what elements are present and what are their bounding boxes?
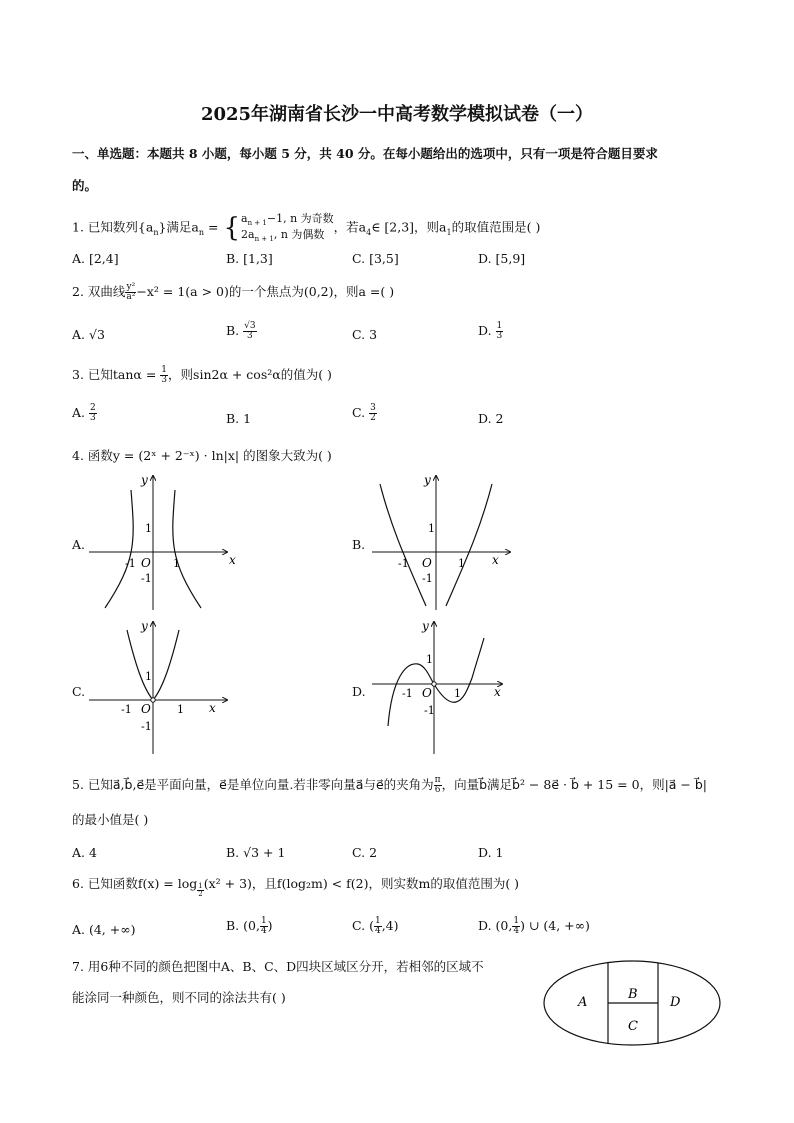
svg-text:O: O [422, 556, 432, 570]
svg-text:-1: -1 [424, 704, 435, 717]
svg-text:-1: -1 [398, 557, 409, 570]
q1-option-d: D. [5,9] [478, 251, 526, 266]
svg-text:x: x [492, 553, 499, 567]
q3-option-c: C. $\frac{3}{2}$ [352, 403, 376, 423]
q3-option-a: A. $\frac{2}{3}$ [72, 403, 96, 423]
svg-text:y: y [422, 619, 429, 633]
question-3-stem: 3. 已知tanα = $\frac{1}{3}$ ，则sin2α + cos²α的值为( ) [72, 365, 332, 385]
curve-left [105, 490, 133, 608]
svg-text:1: 1 [454, 687, 461, 700]
svg-text:-1: -1 [141, 572, 152, 585]
q5-option-b: B. √3 + 1 [226, 845, 286, 860]
q6-option-a: A. (4, +∞) [72, 922, 136, 937]
svg-text:-1: -1 [422, 572, 433, 585]
q3-option-d: D. 2 [478, 411, 504, 426]
svg-text:1: 1 [173, 557, 180, 570]
question-2-stem: 2. 双曲线 $\frac{\text{y²}}{\text{a²}}$ −x² = 1(a > 0)的一个焦点为(0,2)，则a =( ) [72, 282, 395, 302]
svg-text:1: 1 [458, 557, 465, 570]
question-6-stem: 6. 已知函数f(x) = log $\frac{1}{2}$ (x² + 3)，且f(log₂m) < f(2)，则实数m的取值范围为( ) [72, 876, 520, 898]
curve-right [446, 484, 492, 606]
q4-option-b-label: B. [352, 537, 366, 552]
region-b-label: B [628, 987, 638, 1002]
q4-option-a-label: A. [72, 537, 86, 552]
q1-option-c: C. [3,5] [352, 251, 399, 266]
svg-text:-1: -1 [141, 720, 152, 733]
q2-option-a: A. √3 [72, 327, 105, 342]
region-c-label: C [628, 1019, 638, 1034]
q4-graph-c [85, 618, 235, 756]
q2-option-b: B. $\frac{√3}{3}$ [226, 321, 256, 341]
question-5-line1: 5. 已知a⃗,b⃗,e⃗是平面向量，e⃗是单位向量.若非零向量a⃗与e⃗的夹角为 $\frac{\pi}{6}$ ，向量b⃗满足b⃗² − 8e⃗ · b⃗ + 15 = 0，则|a⃗ − b⃗| [72, 775, 708, 795]
svg-text:O: O [422, 686, 432, 700]
svg-text:x: x [229, 553, 236, 567]
section-instructions-line1: 一、单选题：本题共 8 小题，每小题 5 分，共 40 分。在每小题给出的选项中，只有一项是符合题目要求 [72, 146, 658, 161]
page-title: 2025年湖南省长沙一中高考数学模拟试卷（一） [200, 104, 594, 125]
q7-region-diagram [540, 958, 724, 1050]
q1-option-a: A. [2,4] [72, 251, 119, 266]
q5-option-c: C. 2 [352, 845, 378, 860]
question-7-line2: 能涂同一种颜色，则不同的涂法共有( ) [72, 990, 286, 1005]
q2-option-d: D. $\frac{1}{3}$ [478, 321, 503, 341]
q4-graph-b [368, 470, 518, 612]
q5-option-d: D. 1 [478, 845, 504, 860]
q6-option-d: D. (0, $\frac{1}{4}$ ) ∪ (4, +∞) [478, 916, 590, 936]
svg-text:O: O [141, 702, 151, 716]
q6-option-c: C. ( $\frac{1}{4}$ ,4) [352, 916, 399, 936]
svg-text:-1: -1 [125, 557, 136, 570]
svg-text:1: 1 [428, 522, 435, 535]
open-point [151, 698, 155, 702]
region-d-label: D [670, 995, 681, 1010]
q4-option-d-label: D. [352, 684, 366, 699]
svg-text:x: x [494, 685, 501, 699]
svg-text:1: 1 [145, 670, 152, 683]
piecewise-cases: $a_{n + 1}-1$, n 为奇数 $2a_{n + 1}$, n 为偶数 [241, 212, 334, 244]
region-a-label: A [578, 995, 588, 1010]
svg-text:y: y [424, 473, 431, 487]
question-5-line2: 的最小值是( ) [72, 812, 149, 827]
svg-text:-1: -1 [121, 703, 132, 716]
svg-text:y: y [141, 473, 148, 487]
curve-left [380, 484, 426, 606]
open-point [432, 682, 436, 686]
svg-text:-1: -1 [402, 687, 413, 700]
q4-graph-d [368, 618, 518, 756]
q5-option-a: A. 4 [72, 845, 97, 860]
section-instructions-line2: 的。 [72, 178, 98, 193]
q2-option-c: C. 3 [352, 327, 378, 342]
svg-text:1: 1 [145, 522, 152, 535]
svg-text:x: x [209, 701, 216, 715]
curve [388, 638, 484, 726]
question-4-stem: 4. 函数y = (2ˣ + 2⁻ˣ) · ln|x| 的图象大致为( ) [72, 448, 332, 463]
svg-text:y: y [141, 619, 148, 633]
svg-text:1: 1 [177, 703, 184, 716]
q3-option-b: B. 1 [226, 411, 252, 426]
question-1-stem: 1. 已知数列$\{a_n\}$满足$a_n$ = { $a_{n + 1}-1$, n 为奇数 $2a_{n + 1}$, n 为偶数 ，若$a_4\in$ [2,3]，则$a_1$的取值范围是( ) [72, 212, 541, 244]
svg-text:1: 1 [426, 653, 433, 666]
q6-option-b: B. (0, $\frac{1}{4}$ ) [226, 916, 273, 936]
q4-option-c-label: C. [72, 684, 86, 699]
question-7-line1: 7. 用6种不同的颜色把图中A、B、C、D四块区域区分开，若相邻的区域不 [72, 959, 484, 974]
q4-graph-a [85, 470, 235, 612]
svg-text:O: O [141, 556, 151, 570]
q1-option-b: B. [1,3] [226, 251, 273, 266]
curve-right [173, 490, 201, 608]
